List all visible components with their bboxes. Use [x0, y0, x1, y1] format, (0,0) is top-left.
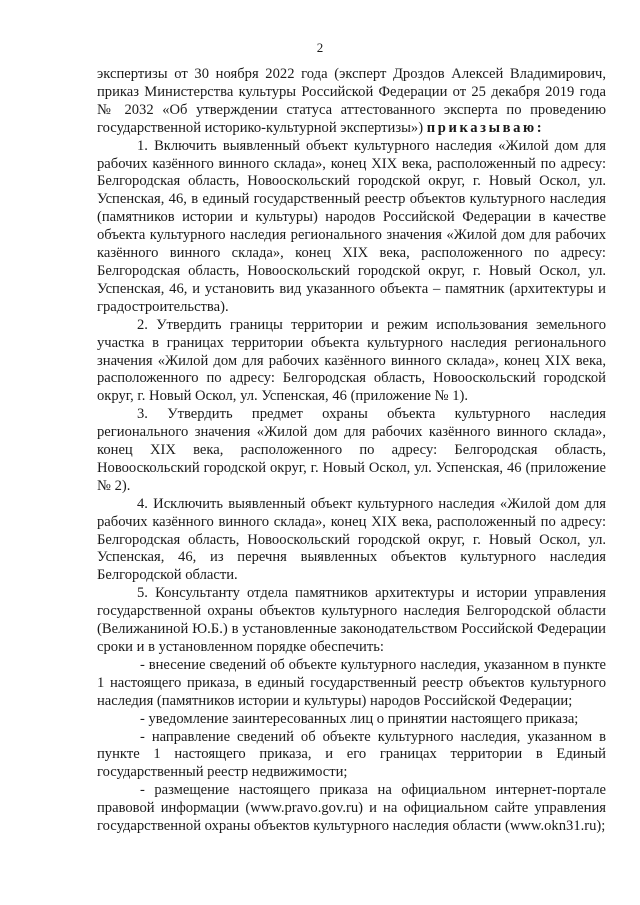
paragraph-item-4: 4. Исключить выявленный объект культурного наследия «Жилой дом для рабочих казённого винного склада», конец XIX века, расположенный по адресу: Белгородская область, Новооскольский городской округ, г. Новый Оскол, ул. Успенская, 46, из перечня выявленных объектов культурного наследия Белгородской области.: [97, 495, 606, 584]
paragraph-item-5: 5. Консультанту отдела памятников архитектуры и истории управления государственной охраны объектов культурного наследия Белгородской области (Велижаниной Ю.Б.) в установленные законодательством Российской Федерации сроки и в установленном порядке обеспечить:: [97, 585, 606, 655]
intro-paragraph: [97, 66, 606, 138]
page-number: 2: [316, 40, 324, 55]
paragraph-item-3: 3. Утвердить предмет охраны объекта культурного наследия регионального значения «Жилой дом для рабочих казённого винного склада», конец XIX века, расположенного по адресу: Белгородская область, Новооскольский городской округ, г. Новый Оскол, ул. Успенская, 46 (приложение № 2).: [97, 406, 606, 494]
bullet-item-real-estate-registry: - направление сведений об объекте культурного наследия, указанном в пункте 1 настоящего приказа, и его границах территории в Единый государственный реестр недвижимости;: [97, 728, 606, 781]
intro-text: экспертизы от 30 ноября 2022 года (эксперт Дроздов Алексей Владимирович, приказ Министерства культуры Российской Федерации от 25 декабря 2019 года № 2032 «Об утверждении статуса аттестованного эксперта по проведению государственной историко-культурной экспертизы»): [97, 66, 606, 136]
bullet-item-notification: - уведомление заинтересованных лиц о принятии настоящего приказа;: [140, 710, 579, 727]
document-body: [97, 66, 606, 836]
bullet-item-registry: - внесение сведений об объекте культурного наследия, указанном в пункте 1 настоящего приказа, в единый государственный реестр объектов культурного наследия (памятников истории и культуры) народов Российской Федерации;: [97, 656, 606, 709]
paragraph-item-1: 1. Включить выявленный объект культурного наследия «Жилой дом для рабочих казённого винного склада», конец XIX века, расположенный по адресу: Белгородская область, Новооскольский городской округ, г. Новый Оскол, ул. Успенская, 46, в единый государственный реестр объектов культурного наследия (памятников истории и культуры) народов Российской Федерации в качестве объекта культурного наследия регионального значения «Жилой дом для рабочих казённого винного склада», конец XIX века, расположенного по адресу: Белгородская область, Новооскольский городской округ, г. Новый Оскол, ул. Успенская, 46, и установить вид указанного объекта – памятник (архитектуры и градостроительства).: [97, 137, 606, 315]
paragraph-item-2: 2. Утвердить границы территории и режим использования земельного участка в границах территории объекта культурного наследия регионального значения «Жилой дом для рабочих казённого винного склада», конец XIX века, расположенного по адресу: Белгородская область, Новооскольский городской округ, г. Новый Оскол, ул. Успенская, 46 (приложение № 1).: [97, 316, 606, 405]
bullet-item-publication: - размещение настоящего приказа на официальном интернет-портале правовой информации (www.pravo.gov.ru) и на официальном сайте управления государственной охраны объектов культурного наследия области (www.okn31.ru);: [97, 782, 606, 835]
order-word: приказываю:: [426, 119, 545, 136]
